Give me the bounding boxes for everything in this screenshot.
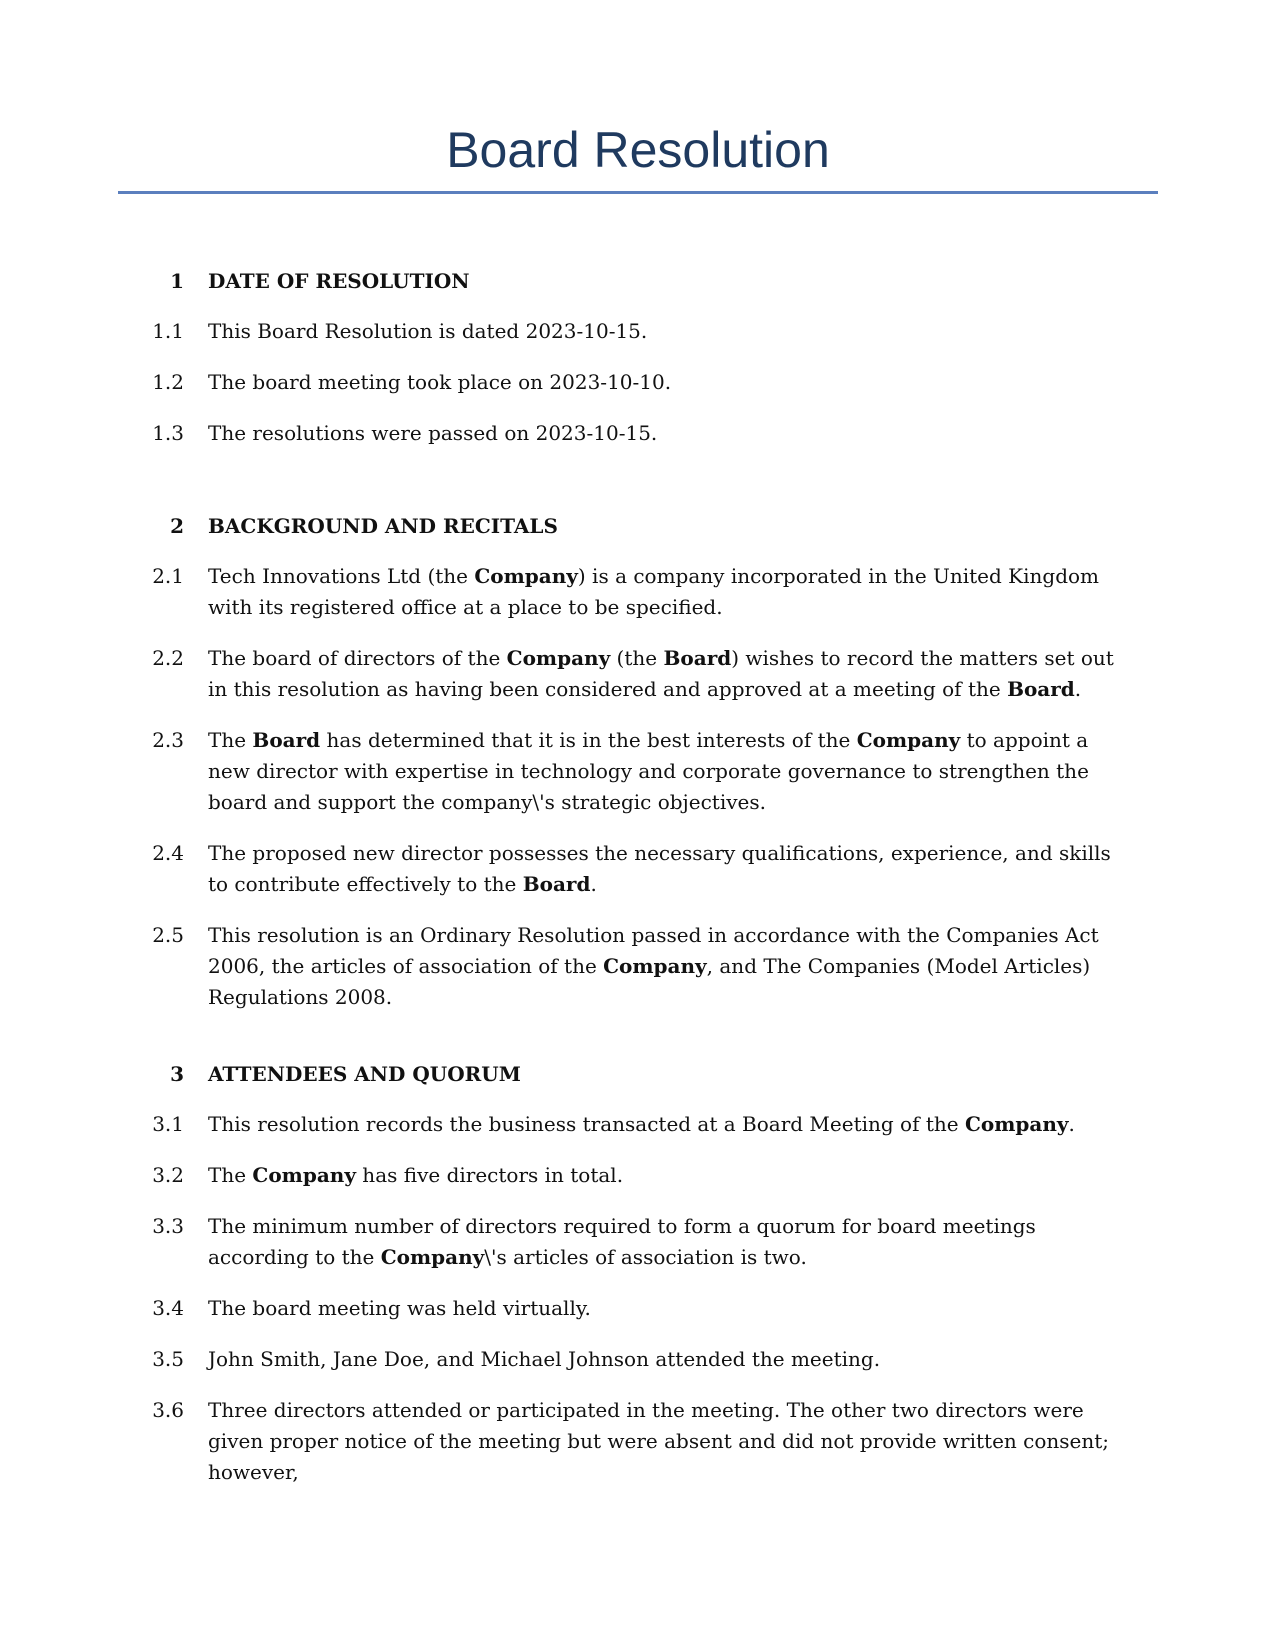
clause <box>0 418 1275 449</box>
defined-term: Board <box>252 728 321 752</box>
section-number: 2 <box>170 514 184 538</box>
clause <box>0 316 1275 347</box>
clause-number: 3.4 <box>152 1296 184 1320</box>
clause-number: 1.2 <box>152 370 184 394</box>
clause-number: 1.3 <box>152 421 184 445</box>
clause-text: The Company has five directors in total. <box>208 1163 624 1187</box>
clause-text: John Smith, Jane Doe, and Michael Johnson attended the meeting. <box>208 1347 881 1371</box>
defined-term: Company <box>252 1163 356 1187</box>
clause-number: 3.1 <box>152 1112 184 1136</box>
defined-term: Board <box>522 872 591 896</box>
section-heading-text: BACKGROUND AND RECITALS <box>208 514 558 538</box>
defined-term: Company <box>856 728 961 752</box>
clause <box>0 1395 1275 1488</box>
section-heading-text: DATE OF RESOLUTION <box>208 269 470 293</box>
clause-number: 3.3 <box>152 1214 184 1238</box>
section-heading <box>0 266 1275 296</box>
section-attendees-and-quorum <box>0 1059 1275 1488</box>
clause <box>0 920 1275 1013</box>
clause-text: The board meeting was held virtually. <box>208 1296 591 1320</box>
defined-term: Board <box>663 646 732 670</box>
clause-number: 3.2 <box>152 1163 184 1187</box>
defined-term: Company <box>380 1245 485 1269</box>
clause <box>0 1293 1275 1324</box>
clause <box>0 1109 1275 1140</box>
section-heading <box>0 1059 1275 1089</box>
clause-text: This Board Resolution is dated 2023-10-15. <box>208 319 648 343</box>
section-number: 1 <box>170 269 184 293</box>
clause-number: 2.4 <box>152 841 184 865</box>
clause-text: Tech Innovations Ltd (the Company) is a company incorporated in the United Kingdom with its registered office at a place to be specified. <box>208 564 1100 619</box>
defined-term: Company <box>964 1112 1069 1136</box>
defined-term: Company <box>474 564 578 588</box>
section-date-of-resolution <box>0 266 1275 449</box>
clause-text: The minimum number of directors required to form a quorum for board meetings according to the Company\'s articles of association is two. <box>208 1214 1036 1269</box>
clause <box>0 1344 1275 1375</box>
defined-term: Company <box>506 646 611 670</box>
clause <box>0 725 1275 818</box>
clause-number: 2.3 <box>152 728 184 752</box>
clause-text: The resolutions were passed on 2023-10-15. <box>208 421 658 445</box>
defined-term: Company <box>603 954 707 978</box>
clause <box>0 561 1275 623</box>
clause-text: This resolution is an Ordinary Resolution passed in accordance with the Companies Act 2006, the articles of association of the Company, and The Companies (Model Articles) Regulations 2008. <box>208 923 1099 1009</box>
clause <box>0 1211 1275 1273</box>
section-heading <box>0 511 1275 541</box>
document-title: Board Resolution <box>446 122 830 178</box>
clause-number: 2.5 <box>152 923 184 947</box>
clause-text: The Board has determined that it is in the best interests of the Company to appoint a new director with expertise in technology and corporate governance to strengthen the board and support the company\'s strategic objectives. <box>208 728 1089 814</box>
clause-number: 2.1 <box>152 564 184 588</box>
clause <box>0 1160 1275 1191</box>
defined-term: Board <box>1007 677 1075 701</box>
clause-text: This resolution records the business transacted at a Board Meeting of the Company. <box>208 1112 1075 1136</box>
section-number: 3 <box>170 1062 184 1086</box>
clause-number: 3.6 <box>152 1398 184 1422</box>
section-heading-text: ATTENDEES AND QUORUM <box>208 1062 521 1086</box>
clause-text: The board of directors of the Company (the Board) wishes to record the matters set out in this resolution as having been considered and approved at a meeting of the Board. <box>208 646 1114 701</box>
clause-number: 3.5 <box>152 1347 184 1371</box>
clause <box>0 643 1275 705</box>
clause-number: 2.2 <box>152 646 184 670</box>
clause-number: 1.1 <box>152 319 184 343</box>
clause-text: The board meeting took place on 2023-10-10. <box>208 370 672 394</box>
clause-text: The proposed new director possesses the necessary qualifications, experience, and skills to contribute effectively to the Board. <box>208 841 1111 896</box>
clause-text: Three directors attended or participated in the meeting. The other two directors were given proper notice of the meeting but were absent and did not provide written consent; however, <box>208 1398 1110 1484</box>
title-underline <box>118 191 1158 194</box>
clause <box>0 367 1275 398</box>
section-background-and-recitals <box>0 511 1275 1013</box>
clause <box>0 838 1275 900</box>
